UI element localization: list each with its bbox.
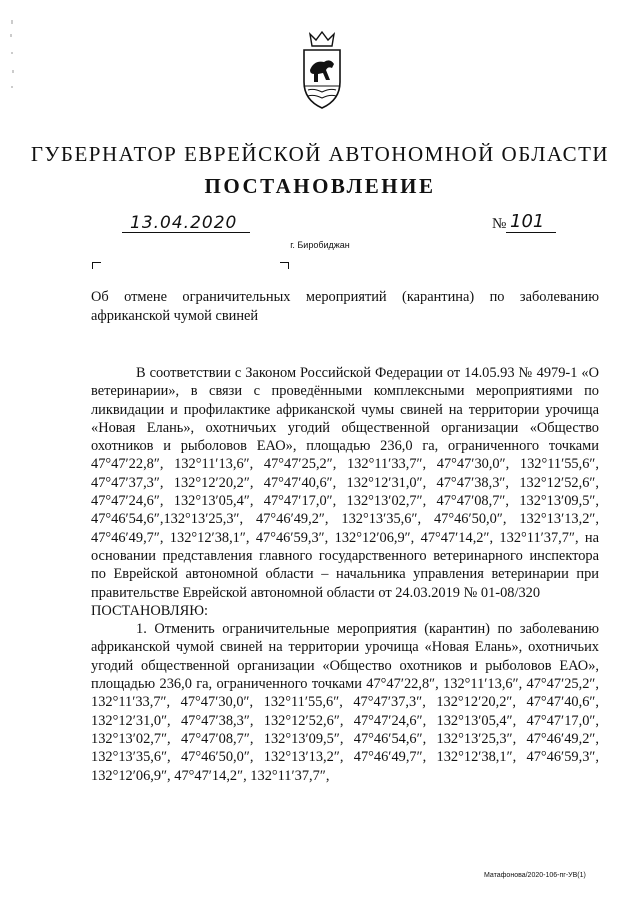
document-date: 13.04.2020 — [130, 213, 238, 233]
footer-reference: Матафонова/2020-106-пг-УВ(1) — [484, 872, 586, 879]
document-number: 101 — [510, 211, 545, 232]
date-underline — [122, 232, 250, 233]
subject-bracket-right — [280, 262, 289, 269]
subject-bracket-left — [92, 262, 101, 269]
number-underline — [506, 232, 556, 233]
coat-of-arms-tiger-icon — [296, 28, 348, 114]
city-label: г. Биробиджан — [290, 240, 350, 250]
decree-word: ПОСТАНОВЛЯЮ: — [91, 602, 209, 619]
document-subject: Об отмене ограничительных мероприятий (карантина) по заболеванию африканской чумой свиней — [91, 289, 599, 324]
item-1-paragraph: 1. Отменить ограничительные мероприятия (карантин) по заболеванию африканской чумой свиней на территории урочища «Новая Елань», охотничьих угодий общественной организации «Общество охотников и рыболовов ЕАО», площадью 236,0 га, ограниченного точками 47°47′22,8″, 132°11′13,6″, 47°47′25,2″, 132°11′33,7″, 47°47′30,0″, 132°11′55,6″, 47°47′37,3″, 132°12′20,2″, 47°47′40,6″, 132°12′31,0″, 47°47′38,3″, 132°12′52,6″, 47°47′24,6″, 132°13′05,4″, 47°47′17,0″, 132°13′02,7″, 47°47′08,7″, 132°13′09,5″, 47°46′54,6″, 132°13′25,3″, 47°46′49,2″, 132°13′35,6″, 47°46′50,0″, 132°13′13,2″, 47°46′49,7″, 132°12′38,1″, 47°46′59,3″, 132°12′06,9″, 47°47′14,2″, 132°11′37,7″, — [91, 621, 599, 784]
authority-title: ГУБЕРНАТОР ЕВРЕЙСКОЙ АВТОНОМНОЙ ОБЛАСТИ — [30, 142, 610, 166]
document-body — [91, 364, 599, 785]
document-type-title: ПОСТАНОВЛЕНИЕ — [204, 174, 436, 198]
preamble-paragraph: В соответствии с Законом Российской Федерации от 14.05.93 № 4979-1 «О ветеринарии», в связи с проведёнными комплексными мероприятиями по ликвидации и профилактике африканской чумы свиней на территории урочища «Новая Елань», охотничьих угодий общественной организации «Общество охотников и рыболовов ЕАО», площадью 236,0 га, ограниченного точками 47°47′22,8″, 132°11′13,6″, 47°47′25,2″, 132°11′33,7″, 47°47′30,0″, 132°11′55,6″, 47°47′37,3″, 132°12′20,2″, 47°47′40,6″, 132°12′31,0″, 47°47′38,3″, 132°12′52,6″, 47°47′24,6″, 132°13′05,4″, 47°47′17,0″, 132°13′02,7″, 47°47′08,7″, 132°13′09,5″, 47°46′54,6″,132°13′25,3″, 47°46′49,2″, 132°13′35,6″, 47°46′50,0″, 132°13′13,2″, 47°46′49,7″, 132°12′38,1″, 47°46′59,3″, 132°12′06,9″, 47°47′14,2″, 132°11′37,7″, на основании представления главного государственного ветеринарного инспектора по Еврейской автономной области – начальника управления ветеринарии при правительстве Еврейской автономной области от 24.03.2019 № 01-08/320 — [91, 365, 599, 601]
number-sign: № — [492, 216, 507, 232]
